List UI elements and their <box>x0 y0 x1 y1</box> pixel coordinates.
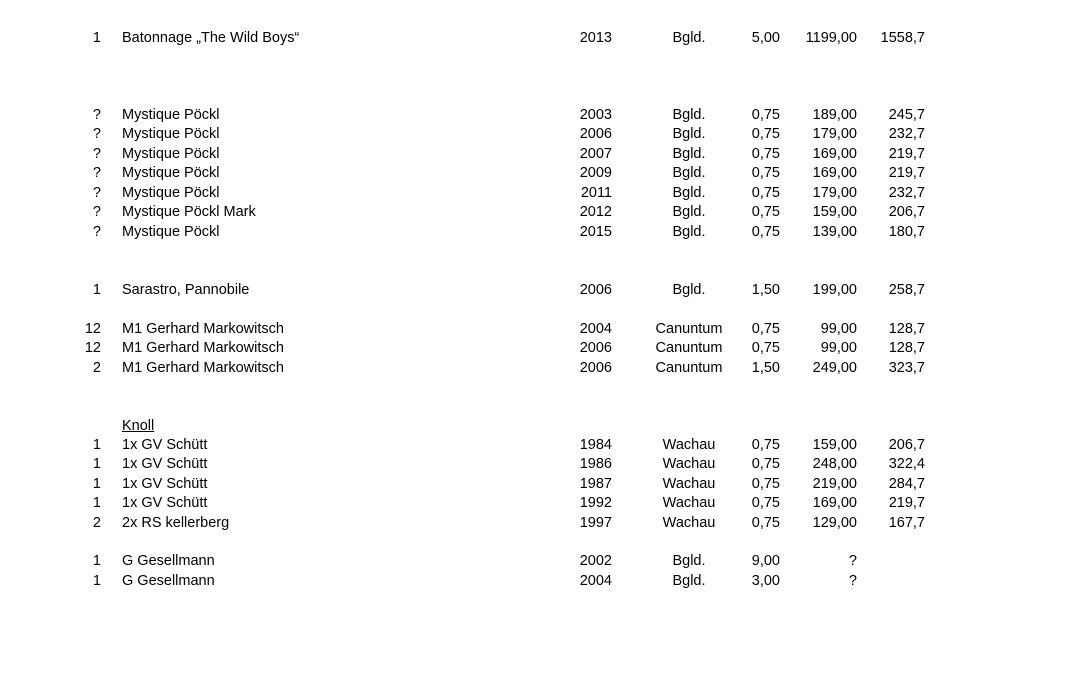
cell-region: Wachau <box>662 437 716 453</box>
table-row <box>0 29 1080 48</box>
cell-total: 219,7 <box>888 146 925 162</box>
table-row <box>0 552 1080 571</box>
cell-qty: ? <box>92 204 101 220</box>
table-row <box>0 494 1080 513</box>
cell-size: 0,75 <box>751 107 780 123</box>
table-row <box>0 436 1080 455</box>
cell-size: 0,75 <box>751 204 780 220</box>
cell-qty: 12 <box>84 340 101 356</box>
table-row <box>0 145 1080 164</box>
cell-price: 129,00 <box>812 515 857 531</box>
cell-price: 99,00 <box>820 340 857 356</box>
cell-size: 0,75 <box>751 456 780 472</box>
cell-total: 232,7 <box>888 185 925 201</box>
table-row <box>0 106 1080 125</box>
cell-region: Bgld. <box>672 185 706 201</box>
cell-name: G Gesellmann <box>122 553 215 569</box>
cell-qty: 2 <box>92 515 101 531</box>
cell-total: 206,7 <box>888 437 925 453</box>
cell-region: Bgld. <box>672 282 706 298</box>
cell-qty: 1 <box>92 437 101 453</box>
cell-total: 245,7 <box>888 107 925 123</box>
cell-qty: 1 <box>92 30 101 46</box>
cell-size: 0,75 <box>751 495 780 511</box>
cell-name: Mystique Pöckl <box>122 107 220 123</box>
cell-name: Sarastro, Pannobile <box>122 282 250 298</box>
cell-region: Bgld. <box>672 126 706 142</box>
cell-total: 128,7 <box>888 340 925 356</box>
table-row <box>0 359 1080 378</box>
cell-year: 2006 <box>579 282 612 298</box>
cell-qty: ? <box>92 107 101 123</box>
cell-year: 2004 <box>579 573 612 589</box>
cell-size: 0,75 <box>751 321 780 337</box>
cell-size: 0,75 <box>751 165 780 181</box>
cell-total: 128,7 <box>888 321 925 337</box>
cell-name: Mystique Pöckl <box>122 146 220 162</box>
table-row <box>0 164 1080 183</box>
cell-price: ? <box>848 573 857 589</box>
cell-name: 1x GV Schütt <box>122 495 208 511</box>
cell-price: 249,00 <box>812 360 857 376</box>
cell-region: Bgld. <box>672 165 706 181</box>
cell-qty: ? <box>92 146 101 162</box>
cell-region: Bgld. <box>672 573 706 589</box>
cell-name: Mystique Pöckl <box>122 126 220 142</box>
cell-year: 1986 <box>579 456 612 472</box>
table-row <box>0 203 1080 222</box>
cell-total: 167,7 <box>888 515 925 531</box>
cell-price: 159,00 <box>812 437 857 453</box>
cell-size: 0,75 <box>751 126 780 142</box>
table-row <box>0 339 1080 358</box>
cell-year: 1992 <box>579 495 612 511</box>
cell-size: 3,00 <box>751 573 780 589</box>
cell-name: M1 Gerhard Markowitsch <box>122 360 284 376</box>
cell-year: 2012 <box>579 204 612 220</box>
cell-year: 1987 <box>579 476 612 492</box>
cell-total: 258,7 <box>888 282 925 298</box>
cell-price: 139,00 <box>812 224 857 240</box>
cell-price: 248,00 <box>812 456 857 472</box>
cell-region: Canuntum <box>655 340 723 356</box>
cell-qty: 1 <box>92 476 101 492</box>
cell-total: 322,4 <box>888 456 925 472</box>
cell-total: 206,7 <box>888 204 925 220</box>
cell-price: 159,00 <box>812 204 857 220</box>
cell-size: 1,50 <box>751 360 780 376</box>
cell-region: Bgld. <box>672 224 706 240</box>
cell-qty: ? <box>92 185 101 201</box>
cell-size: 5,00 <box>751 30 780 46</box>
cell-size: 1,50 <box>751 282 780 298</box>
cell-total: 284,7 <box>888 476 925 492</box>
cell-size: 0,75 <box>751 224 780 240</box>
cell-total: 219,7 <box>888 165 925 181</box>
cell-year: 2006 <box>579 126 612 142</box>
cell-qty: ? <box>92 165 101 181</box>
cell-region: Bgld. <box>672 107 706 123</box>
cell-name: 1x GV Schütt <box>122 476 208 492</box>
cell-name: Mystique Pöckl Mark <box>122 204 256 220</box>
cell-region: Wachau <box>662 515 716 531</box>
cell-region: Canuntum <box>655 321 723 337</box>
cell-year: 1997 <box>579 515 612 531</box>
cell-price: 169,00 <box>812 495 857 511</box>
cell-region: Canuntum <box>655 360 723 376</box>
table-row <box>0 223 1080 242</box>
cell-name: Batonnage „The Wild Boys“ <box>122 30 300 46</box>
cell-qty: 1 <box>92 282 101 298</box>
cell-price: 1199,00 <box>805 30 857 46</box>
cell-region: Bgld. <box>672 146 706 162</box>
table-row <box>0 572 1080 591</box>
cell-year: 2004 <box>579 321 612 337</box>
cell-year: 2011 <box>580 185 612 201</box>
cell-qty: 2 <box>92 360 101 376</box>
cell-qty: 1 <box>92 573 101 589</box>
cell-year: 2013 <box>579 30 612 46</box>
cell-size: 0,75 <box>751 340 780 356</box>
cell-size: 0,75 <box>751 146 780 162</box>
cell-price: 99,00 <box>820 321 857 337</box>
cell-total: 232,7 <box>888 126 925 142</box>
cell-name: 1x GV Schütt <box>122 437 208 453</box>
cell-region: Wachau <box>662 476 716 492</box>
cell-region: Wachau <box>662 456 716 472</box>
cell-year: 2006 <box>579 360 612 376</box>
cell-price: 179,00 <box>812 185 857 201</box>
cell-name: Mystique Pöckl <box>122 224 220 240</box>
cell-year: 2006 <box>579 340 612 356</box>
cell-price: 219,00 <box>812 476 857 492</box>
cell-qty: 1 <box>92 456 101 472</box>
cell-name: M1 Gerhard Markowitsch <box>122 340 284 356</box>
cell-name: M1 Gerhard Markowitsch <box>122 321 284 337</box>
cell-price: 199,00 <box>812 282 857 298</box>
table-row <box>0 475 1080 494</box>
cell-price: 169,00 <box>812 165 857 181</box>
cell-name: G Gesellmann <box>122 573 215 589</box>
cell-qty: ? <box>92 126 101 142</box>
cell-name: 1x GV Schütt <box>122 456 208 472</box>
table-row <box>0 184 1080 203</box>
cell-total: 180,7 <box>888 224 925 240</box>
cell-price: 189,00 <box>812 107 857 123</box>
table-row <box>0 125 1080 144</box>
cell-total: 323,7 <box>888 360 925 376</box>
cell-year: 2002 <box>579 553 612 569</box>
cell-total: 1558,7 <box>880 30 925 46</box>
cell-price: ? <box>848 553 857 569</box>
cell-qty: 12 <box>84 321 101 337</box>
cell-year: 2015 <box>579 224 612 240</box>
table-row <box>0 514 1080 533</box>
cell-price: 179,00 <box>812 126 857 142</box>
cell-price: 169,00 <box>812 146 857 162</box>
cell-qty: 1 <box>92 495 101 511</box>
table-row <box>0 455 1080 474</box>
cell-region: Bgld. <box>672 553 706 569</box>
section-heading-knoll: Knoll <box>122 418 155 434</box>
cell-year: 2007 <box>579 146 612 162</box>
cell-year: 2003 <box>579 107 612 123</box>
cell-size: 0,75 <box>751 515 780 531</box>
cell-region: Bgld. <box>672 30 706 46</box>
cell-size: 0,75 <box>751 437 780 453</box>
cell-total: 219,7 <box>888 495 925 511</box>
cell-size: 0,75 <box>751 476 780 492</box>
cell-region: Bgld. <box>672 204 706 220</box>
cell-region: Wachau <box>662 495 716 511</box>
cell-year: 1984 <box>579 437 612 453</box>
cell-name: Mystique Pöckl <box>122 165 220 181</box>
cell-size: 0,75 <box>751 185 780 201</box>
cell-name: Mystique Pöckl <box>122 185 220 201</box>
cell-name: 2x RS kellerberg <box>122 515 230 531</box>
cell-year: 2009 <box>579 165 612 181</box>
table-row <box>0 281 1080 300</box>
cell-qty: ? <box>92 224 101 240</box>
cell-qty: 1 <box>92 553 101 569</box>
cell-size: 9,00 <box>751 553 780 569</box>
table-row <box>0 320 1080 339</box>
